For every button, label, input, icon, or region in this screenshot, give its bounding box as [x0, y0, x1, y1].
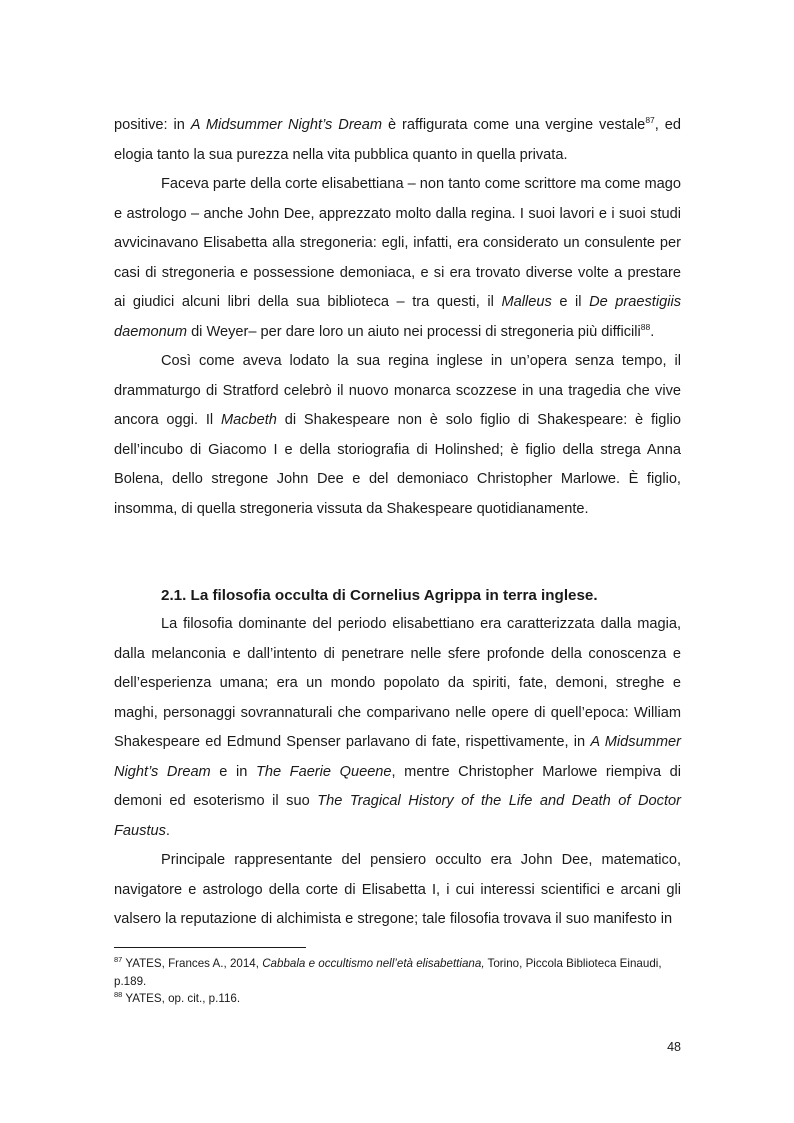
work-title: Malleus	[501, 294, 552, 310]
text-run: La filosofia dominante del periodo elisabettiano era caratterizzata dalla magia, dalla melanconia e dall’intento di penetrare nelle sfere profonde della conoscenza e dell’esperienza umana; era un mondo popolato da spiriti, fate, demoni, streghe e maghi, personaggi sovrannaturali che comparivano nelle opere di quell’epoca: William Shakespeare ed Edmund Spenser parlavano di fate, rispettivamente, in	[114, 616, 681, 750]
section-paragraph-2	[114, 846, 681, 935]
work-title: A Midsummer Night’s Dream	[114, 734, 681, 780]
text-run: Principale rappresentante del pensiero occulto era John Dee, matematico, navigatore e astrologo della corte di Elisabetta I, i cui interessi scientifici e arcani gli valsero la reputazione di alchimista e stregone; tale filosofia trovava il suo manifesto in	[114, 852, 681, 927]
section-heading: 2.1. La filosofia occulta di Cornelius Agrippa in terra inglese.	[161, 587, 598, 604]
text-run: YATES, Frances A., 2014,	[122, 957, 263, 970]
footnote-number: 88	[114, 990, 123, 1000]
text-run: di Shakespeare non è solo figlio di Shakespeare: è figlio dell’incubo di Giacomo I e della storiografia di Holinshed; è figlio della strega Anna Bolena, dello stregone John Dee e del demoniaco Christopher Marlowe. È figlio, insomma, di quella stregoneria vissuta da Shakespeare quotidianamente.	[114, 412, 681, 517]
footnote-88	[114, 990, 681, 1008]
text-run: YATES, op. cit., p.116.	[122, 992, 241, 1005]
footnote-ref-87[interactable]: 87	[645, 115, 655, 126]
text-run: Faceva parte della corte elisabettiana – non tanto come scrittore ma come mago e astrologo – anche John Dee, apprezzato molto dalla regina. I suoi lavori e i suoi studi avvicinavano Elisabetta alla stregoneria: egli, infatti, era considerato un consulente per casi di stregoneria e possessione demoniaca, e si era trovato diverse volte a prestare ai giudici alcuni libri della sua biblioteca – tra questi, il	[114, 176, 681, 310]
text-run: , ed elogia tanto la sua purezza nella vita pubblica quanto in quella privata.	[114, 117, 681, 163]
footnote-separator	[114, 947, 306, 948]
work-title: Cabbala e occultismo nell’età elisabettiana,	[262, 957, 485, 970]
work-title: De praestigiis daemonum	[114, 294, 682, 340]
section-paragraph-1	[114, 610, 681, 846]
work-title: A Midsummer Night’s Dream	[190, 117, 383, 133]
footnote-number: 87	[114, 955, 123, 965]
text-run: .	[165, 822, 170, 839]
body-paragraph-3	[114, 347, 681, 524]
page-number: 48	[667, 1040, 681, 1054]
body-paragraph-1	[114, 111, 681, 170]
text-run: Torino, Piccola Biblioteca Einaudi, p.189.	[114, 957, 662, 988]
footnotes	[114, 955, 681, 1008]
work-title: The Tragical History of the Life and Death of Doctor Faustus	[114, 793, 681, 839]
text-run: , mentre Christopher Marlowe riempiva di demoni ed esoterismo il suo	[114, 763, 682, 809]
text-run: e il	[551, 294, 590, 310]
body-paragraph-2	[114, 170, 681, 347]
footnote-ref-88[interactable]: 88	[640, 321, 651, 332]
page-body	[114, 111, 682, 927]
work-title: The Faerie Queene	[255, 763, 392, 780]
text-run: è raffigurata come una vergine vestale	[382, 117, 646, 133]
work-title: Macbeth	[220, 412, 277, 428]
text-run: di Weyer– per dare loro un aiuto nei processi di stregoneria più difficili	[187, 323, 641, 340]
footnote-87	[114, 955, 681, 990]
text-run: positive: in	[114, 117, 191, 133]
text-run: .	[650, 323, 655, 340]
section-body	[114, 610, 681, 935]
text-run: Così come aveva lodato la sua regina inglese in un’opera senza tempo, il drammaturgo di Stratford celebrò il nuovo monarca scozzese in una tragedia che vive ancora oggi. Il	[114, 353, 681, 428]
text-run: e in	[210, 763, 256, 780]
